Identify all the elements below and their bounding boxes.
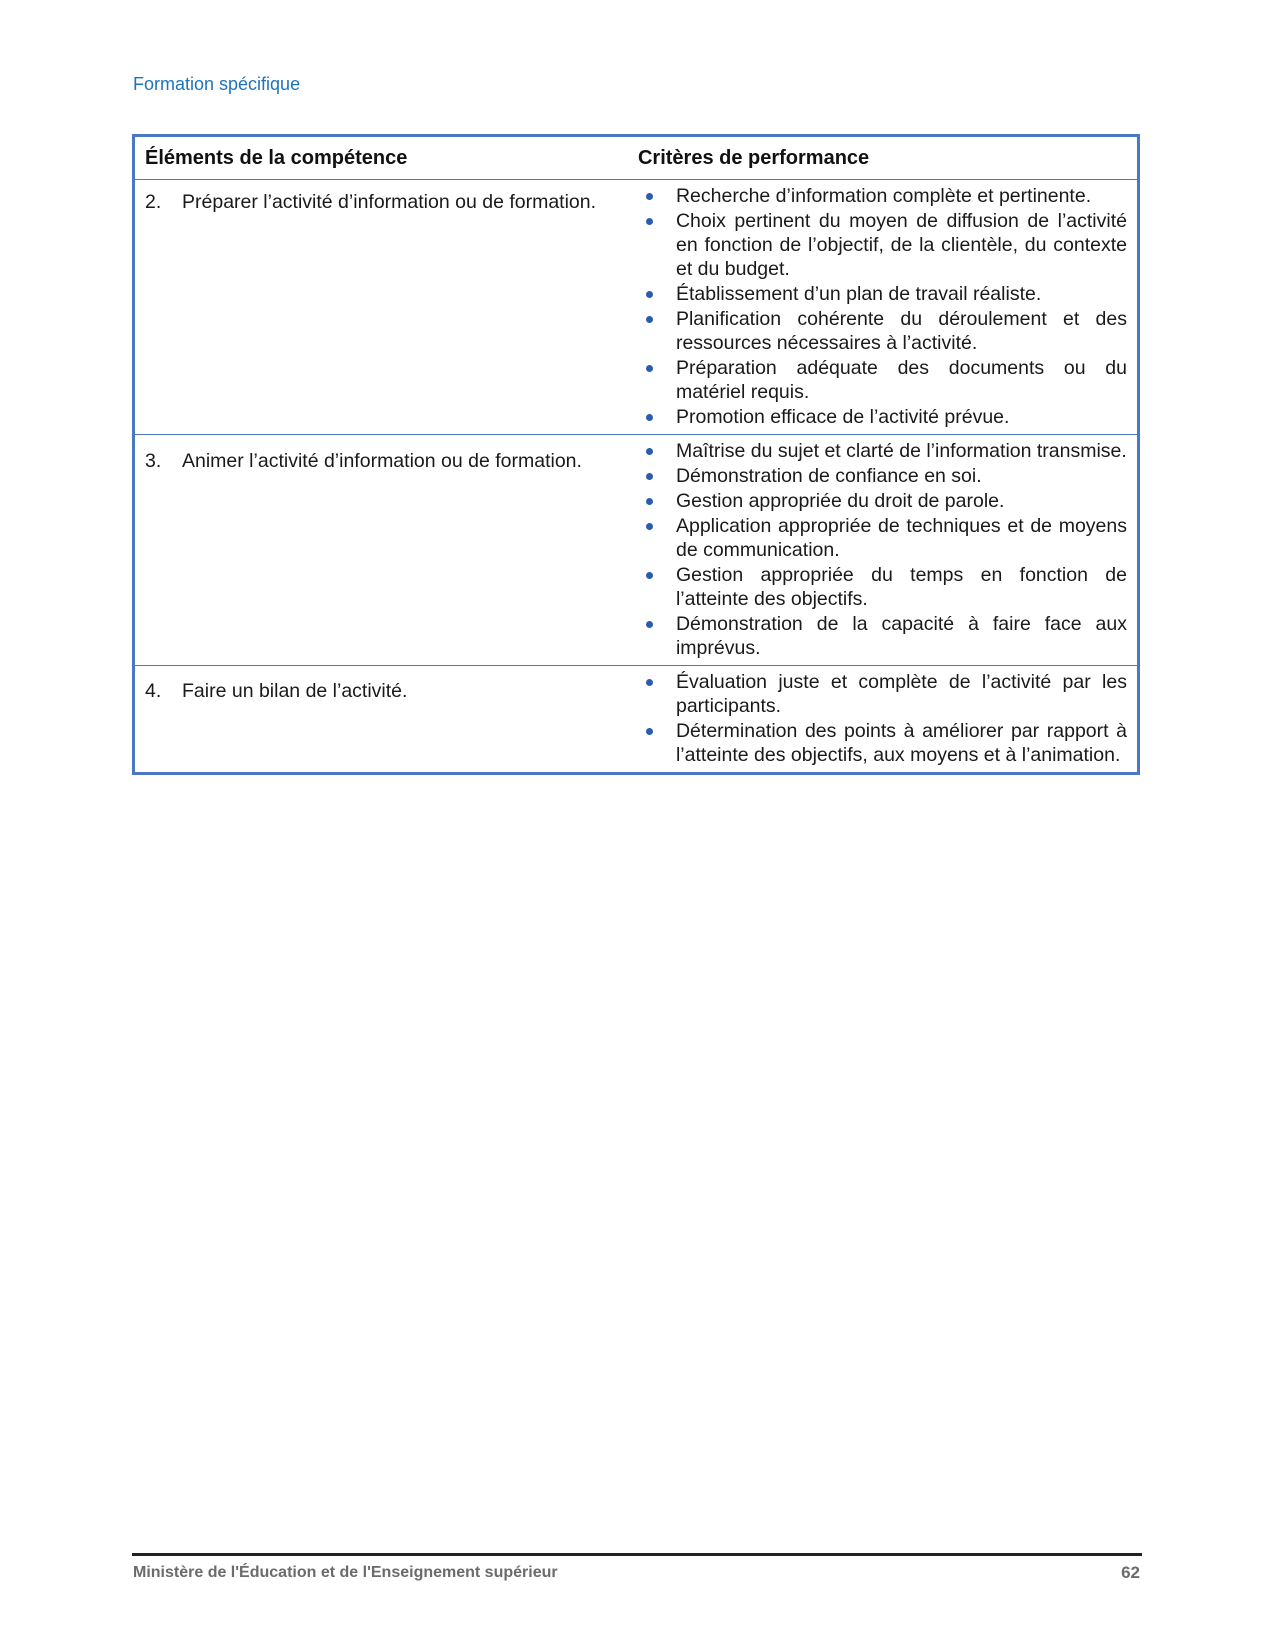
list-item — [640, 282, 1127, 306]
element-number: 3. — [145, 450, 162, 472]
criterion-text: Promotion efficace de l’activité prévue. — [675, 406, 1010, 428]
list-item — [640, 209, 1127, 281]
criterion-text: Démonstration de la capacité à faire face aux imprévus. — [675, 613, 1127, 659]
element-cell — [134, 666, 628, 774]
bullet-icon — [640, 612, 676, 660]
criterion-text: Recherche d’information complète et pertinente. — [675, 185, 1092, 207]
bullet-icon — [640, 405, 676, 429]
criterion-text: Choix pertinent du moyen de diffusion de l’activité en fonction de l’objectif, de la clientèle, du contexte et du budget. — [675, 210, 1127, 280]
element-number: 2. — [145, 191, 162, 213]
criterion-text: Gestion appropriée du temps en fonction de l’atteinte des objectifs. — [675, 564, 1127, 610]
column-header-criteria: Critères de performance — [628, 136, 1139, 180]
bullet-icon — [640, 184, 676, 208]
criterion-text: Planification cohérente du déroulement et des ressources nécessaires à l’activité. — [675, 308, 1127, 354]
list-item — [640, 719, 1127, 767]
bullet-icon — [640, 514, 676, 562]
bullet-icon — [640, 209, 676, 281]
criterion-text: Démonstration de confiance en soi. — [675, 465, 982, 487]
list-item — [640, 563, 1127, 611]
element-text: Animer l’activité d’information ou de formation. — [182, 450, 582, 472]
list-item — [640, 670, 1127, 718]
list-item — [640, 356, 1127, 404]
criteria-list — [640, 439, 1127, 660]
element-cell — [134, 180, 628, 435]
element-number: 4. — [145, 680, 162, 702]
list-item — [640, 439, 1127, 463]
criteria-list — [640, 184, 1127, 429]
bullet-icon — [640, 307, 676, 355]
bullet-icon — [640, 464, 676, 488]
bullet-icon — [640, 489, 676, 513]
bullet-icon — [640, 670, 676, 718]
element-text: Préparer l’activité d’information ou de formation. — [182, 191, 597, 213]
list-item — [640, 514, 1127, 562]
criteria-cell — [628, 435, 1139, 666]
criterion-text: Établissement d’un plan de travail réaliste. — [675, 283, 1042, 305]
table-header-row — [134, 136, 1139, 180]
list-item — [640, 464, 1127, 488]
criterion-text: Gestion appropriée du droit de parole. — [675, 490, 1005, 512]
table-row — [134, 666, 1139, 774]
competence-table — [132, 134, 1140, 775]
list-item — [640, 489, 1127, 513]
list-item — [640, 612, 1127, 660]
footer-divider — [132, 1553, 1142, 1556]
element-text: Faire un bilan de l’activité. — [182, 680, 408, 702]
list-item — [640, 405, 1127, 429]
page-number: 62 — [1121, 1563, 1140, 1582]
bullet-icon — [640, 439, 676, 463]
bullet-icon — [640, 282, 676, 306]
column-header-elements: Éléments de la compétence — [134, 136, 628, 180]
table-row — [134, 435, 1139, 666]
table-row — [134, 180, 1139, 435]
criterion-text: Détermination des points à améliorer par rapport à l’atteinte des objectifs, aux moyens et à l’animation. — [675, 720, 1127, 766]
list-item — [640, 307, 1127, 355]
element-cell — [134, 435, 628, 666]
criterion-text: Application appropriée de techniques et de moyens de communication. — [675, 515, 1127, 561]
bullet-icon — [640, 356, 676, 404]
criterion-text: Préparation adéquate des documents ou du matériel requis. — [675, 357, 1127, 403]
bullet-icon — [640, 563, 676, 611]
criterion-text: Évaluation juste et complète de l’activité par les participants. — [675, 671, 1127, 717]
bullet-icon — [640, 719, 676, 767]
footer-publisher: Ministère de l'Éducation et de l'Enseignement supérieur — [133, 1564, 558, 1581]
criterion-text: Maîtrise du sujet et clarté de l’information transmise. — [675, 440, 1127, 462]
section-header: Formation spécifique — [133, 74, 301, 94]
list-item — [640, 184, 1127, 208]
criteria-cell — [628, 666, 1139, 774]
criteria-cell — [628, 180, 1139, 435]
criteria-list — [640, 670, 1127, 767]
